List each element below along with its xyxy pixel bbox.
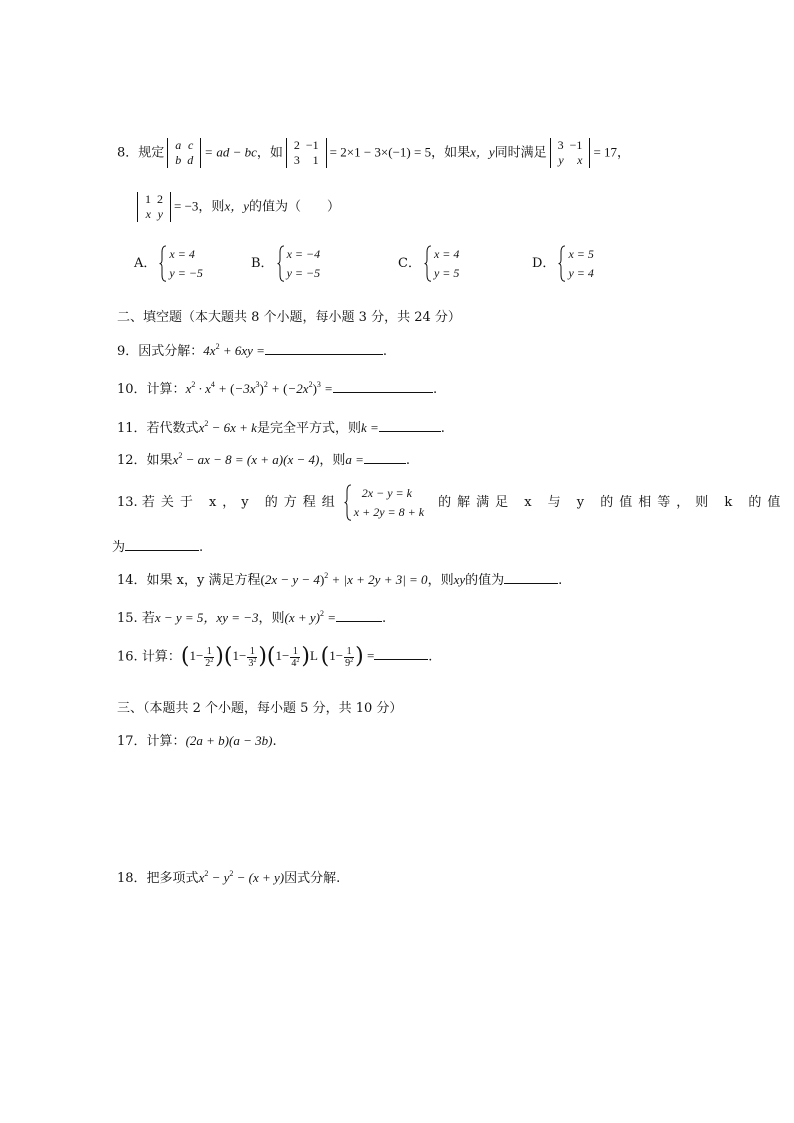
q8-text-define: 规定 [138, 145, 165, 161]
q8-example-expression: = 2×1 − 3×(−1) = 5 [329, 144, 432, 160]
q8-determinant-def: a c b d [167, 138, 201, 168]
answer-blank[interactable] [125, 549, 199, 551]
section2-heading: 二、填空题（本大题共 8 个小题，每小题 3 分，共 24 分） [117, 310, 461, 325]
q16: 16. 计算：(1− $\frac{1}{2^2}$ )(1− $\frac{1}{3^2}$ )(1− $\frac{1}{4^2}$ )L (1− $\frac{1}{9^2}$ ) = . [117, 644, 433, 670]
answer-blank[interactable] [364, 462, 406, 464]
answer-blank[interactable] [379, 430, 441, 432]
q8-determinant-example: 2 −1 3 1 [286, 138, 327, 168]
q8-determinant-cond2: 1 2 x y [137, 192, 171, 222]
q10: 10．计算：$x^2 \cdot x^4 + (-3x^3)^2 + (-2x^2)^3$ = . [117, 380, 438, 397]
q8-line1: 8．规定 a c b d = ad − bc，如 2 −1 3 1 = 2×1 − 3×(−1) = 5，如果x，y同时满足 3 −1 y x = 17， [117, 138, 631, 168]
q13-line2: 为 . [112, 540, 204, 555]
q17: 17．计算：(2a + b)(a − 3b). [117, 733, 277, 749]
q8-option-c[interactable]: C． x = 4 y = 5 [398, 247, 460, 280]
q18: 18．把多项式$x^2 - y^2 - (x + y)$因式分解. [117, 869, 341, 886]
q8-number: 8． [117, 145, 139, 161]
q8-option-d[interactable]: D． x = 5 y = 4 [532, 247, 594, 280]
q8-def-expression: = ad − bc [204, 144, 257, 160]
q8-option-a[interactable]: A． x = 4 y = −5 [134, 247, 203, 280]
q11: 11．若代数式$x^2 - 6x + k$是完全平方式，则k = . [117, 419, 445, 436]
q12: 12．如果$x^2$ − ax − 8 = (x + a)(x − 4)，则a = . [117, 451, 411, 468]
answer-blank[interactable] [336, 620, 382, 622]
q8-determinant-cond1: 3 −1 y x [550, 138, 591, 168]
q14: 14．如果 x，y 满足方程$(2x - y - 4)^2 + |x + 2y + 3| = 0$，则xy的值为 . [117, 571, 563, 588]
section3-heading: 三、（本题共 2 个小题，每小题 5 分，共 10 分） [117, 701, 403, 716]
q8-option-b[interactable]: B． x = −4 y = −5 [251, 247, 321, 280]
q13-line1: 13. 若关于 x，y 的方程组 2x − y = k x + 2y = 8 + k 的解满足 x 与 y 的值相等，则 k 的值 [117, 486, 787, 519]
q15: 15. 若x − y = 5，xy = −3，则$(x + y)^2$ = . [117, 609, 387, 626]
answer-blank[interactable] [504, 582, 558, 584]
answer-blank[interactable] [265, 353, 383, 355]
q9: 9．因式分解：$4x^2 + 6xy$ = . [117, 342, 388, 359]
q8-line2: 1 2 x y = −3，则x，y的值为（ ） [134, 192, 340, 222]
answer-blank[interactable] [333, 391, 433, 393]
answer-blank[interactable] [374, 658, 428, 660]
